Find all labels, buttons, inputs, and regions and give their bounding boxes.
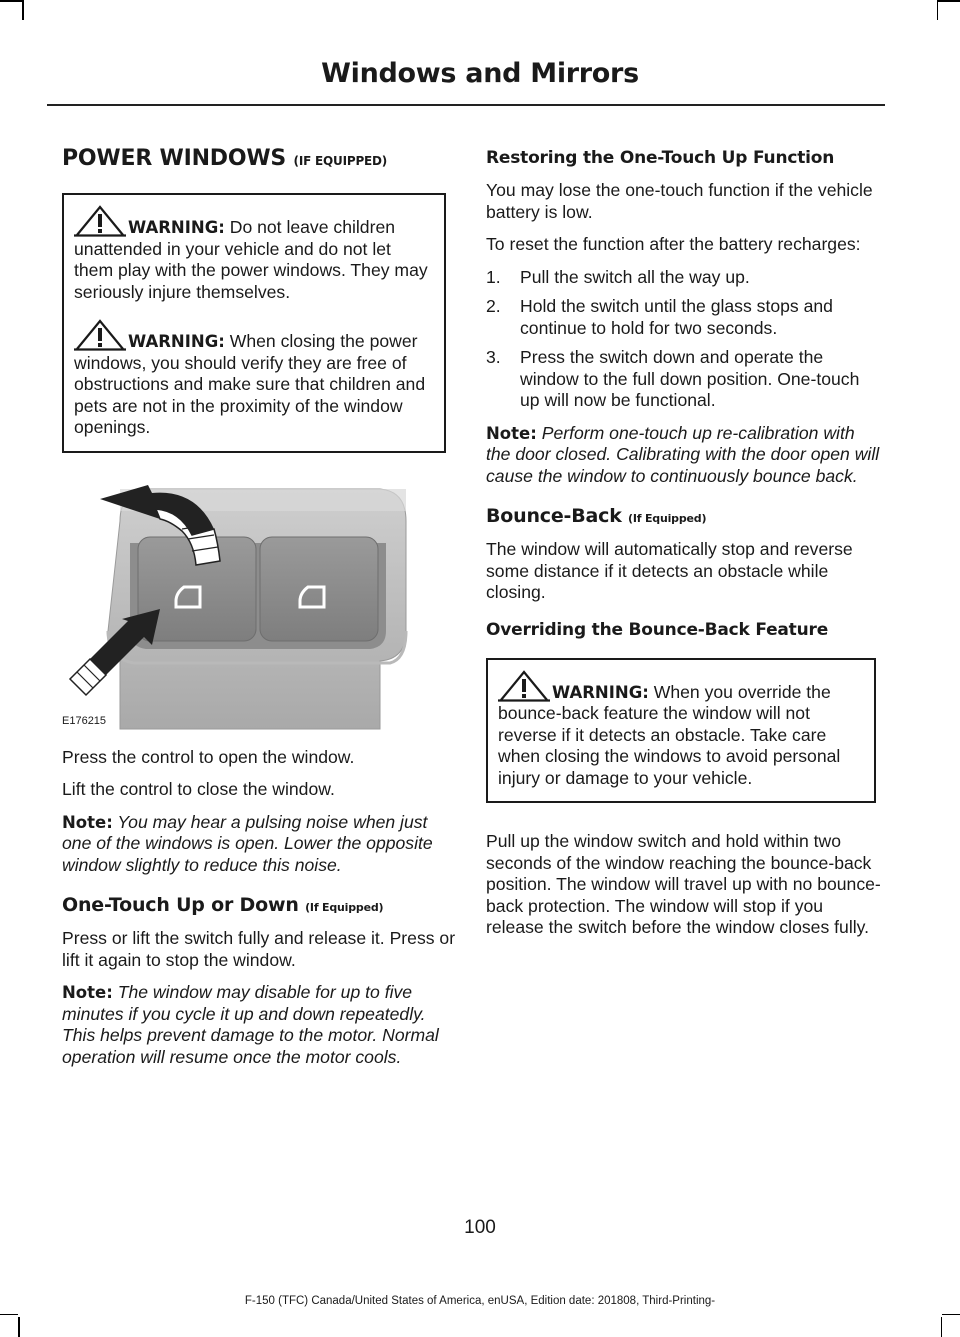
- warning-triangle-icon: [498, 670, 550, 702]
- heading-qualifier: (IF EQUIPPED): [293, 154, 388, 168]
- crop-mark: [942, 1314, 960, 1316]
- body-paragraph: Pull up the window switch and hold within two seconds of the window reaching the bounce-back position. The window will travel up with no bounce-back protection. The window will stop if you release the switch before the window closes fully.: [486, 831, 881, 937]
- warning-box: [62, 193, 446, 453]
- body-paragraph: You may lose the one-touch function if the vehicle battery is low.: [486, 180, 873, 222]
- warning-paragraph: [498, 670, 864, 790]
- step-text: Press the switch down and operate the window to the full down position. One-touch up will now be functional.: [520, 347, 860, 410]
- list-item: [486, 296, 882, 339]
- window-switch-illustration: [60, 481, 410, 731]
- body-paragraph: To reset the function after the battery recharges:: [486, 234, 861, 254]
- warning-label: WARNING:: [128, 332, 225, 351]
- warning-paragraph: [74, 205, 434, 303]
- right-column: [486, 140, 882, 950]
- section-heading-restoring: Restoring the One-Touch Up Function: [486, 148, 835, 168]
- reset-steps-list: [486, 267, 882, 412]
- warning-label: WARNING:: [128, 218, 225, 237]
- edition-footer: F-150 (TFC) Canada/United States of America, enUSA, Edition date: 201808, Third-Printing-: [244, 1295, 716, 1307]
- list-item: [486, 267, 882, 289]
- note-paragraph: [62, 812, 458, 877]
- crop-mark: [938, 0, 960, 2]
- step-number: 2.: [486, 296, 501, 316]
- crop-mark: [0, 1314, 18, 1316]
- note-paragraph: [486, 423, 882, 488]
- crop-mark: [0, 0, 22, 2]
- crop-mark: [937, 0, 939, 20]
- heading-text: One-Touch Up or Down: [62, 894, 299, 916]
- list-item: [486, 347, 882, 412]
- warning-text: When you override the bounce-back feature the window will not reverse if it detects an obstacle. Take care when closing the windows to avoid personal injury or damage to your vehicle.: [498, 681, 841, 788]
- crop-mark: [941, 1317, 943, 1337]
- crop-mark: [18, 1317, 20, 1337]
- warning-label: WARNING:: [552, 682, 649, 702]
- warning-triangle-icon: [74, 319, 126, 351]
- note-label: Note:: [62, 812, 113, 832]
- warning-box: [486, 658, 876, 804]
- figure-id: E176215: [62, 714, 107, 727]
- warning-text: Do not leave children unattended in your vehicle and do not let them play with the power windows. They may seriously injure themselves.: [74, 217, 428, 302]
- warning-text: When closing the power windows, you should verify they are free of obstructions and make sure that children and pets are not in the proximity of the window openings.: [74, 331, 426, 437]
- body-paragraph: The window will automatically stop and reverse some distance if it detects an obstacle while closing.: [486, 539, 853, 602]
- crop-mark: [22, 0, 24, 20]
- note-paragraph: [62, 982, 458, 1068]
- note-text: Perform one-touch up re-calibration with the door closed. Calibrating with the door open will cause the window to continuously bounce back.: [486, 422, 880, 486]
- step-number: 1.: [486, 266, 501, 287]
- header-rule: [47, 104, 885, 106]
- body-paragraph: Lift the control to close the window.: [62, 779, 335, 799]
- note-text: You may hear a pulsing noise when just one of the windows is open. Lower the opposite window slightly to reduce this noise.: [62, 811, 433, 875]
- left-column: [62, 140, 458, 1079]
- page-header-title: Windows and Mirrors: [321, 58, 639, 89]
- body-paragraph: Press or lift the switch fully and release it. Press or lift it again to stop the window.: [62, 928, 456, 970]
- heading-text: POWER WINDOWS: [62, 146, 287, 171]
- section-heading-power-windows: [62, 146, 458, 171]
- step-number: 3.: [486, 347, 501, 367]
- warning-paragraph: [74, 319, 434, 439]
- heading-qualifier: (If Equipped): [628, 512, 707, 525]
- note-label: Note:: [62, 983, 113, 1002]
- step-text: Hold the switch until the glass stops and continue to hold for two seconds.: [520, 296, 833, 338]
- heading-text: Bounce-Back: [486, 505, 622, 527]
- section-heading-one-touch: [62, 894, 458, 916]
- section-heading-overriding: Overriding the Bounce-Back Feature: [486, 619, 829, 640]
- page-number: 100: [464, 1217, 496, 1238]
- step-text: Pull the switch all the way up.: [520, 266, 750, 287]
- switch-panel-drawing: [60, 481, 410, 731]
- note-label: Note:: [486, 423, 537, 443]
- note-text: The window may disable for up to five minutes if you cycle it up and down repeatedly. This helps prevent damage to the motor. Normal operation will resume once the motor cools.: [62, 982, 439, 1067]
- warning-triangle-icon: [74, 205, 126, 237]
- heading-qualifier: (If Equipped): [305, 901, 384, 914]
- body-paragraph: Press the control to open the window.: [62, 746, 355, 767]
- section-heading-bounce-back: [486, 505, 882, 527]
